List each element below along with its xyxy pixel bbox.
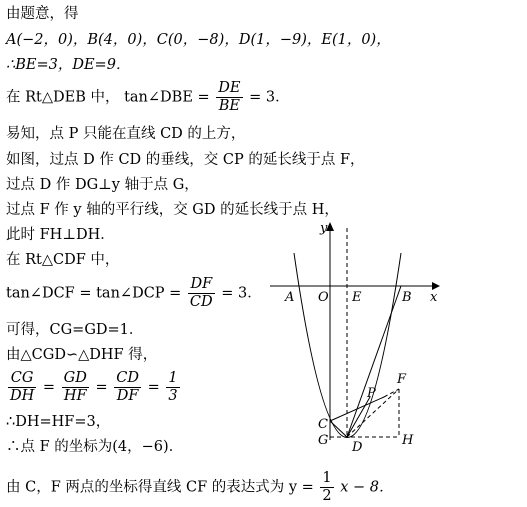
pd-line bbox=[347, 397, 370, 437]
fraction-numerator: DE bbox=[218, 80, 241, 96]
text-line-2: A(−2，0)，B(4，0)，C(0，−8)，D(1，−9)，E(1，0)， bbox=[6, 32, 391, 48]
text-line-9: 此时 FH⊥DH． bbox=[6, 227, 115, 243]
x-axis-arrow bbox=[432, 282, 440, 290]
text-line-1: 由题意，得 bbox=[6, 6, 79, 22]
line-cf-suffix: x − 8． bbox=[340, 479, 394, 496]
point-p-label: P bbox=[367, 386, 376, 401]
text-line-6: 如图，过点 D 作 CD 的垂线，交 CP 的延长线于点 F， bbox=[6, 152, 365, 168]
fraction-de-be bbox=[216, 80, 242, 115]
text-line-11 bbox=[6, 276, 262, 311]
fraction-denominator: DF bbox=[116, 388, 139, 404]
text-line-10: 在 Rt△CDF 中， bbox=[6, 252, 120, 268]
fraction-denominator: BE bbox=[218, 98, 241, 114]
point-b-label: B bbox=[402, 290, 412, 305]
fraction-numerator: GD bbox=[63, 370, 87, 386]
point-h-label: H bbox=[402, 433, 414, 448]
tan-dbe-result: = 3． bbox=[249, 89, 290, 106]
text-line-5: 易知，点 P 只能在直线 CD 的上方， bbox=[6, 126, 246, 142]
text-line-4 bbox=[6, 80, 290, 115]
fraction-one-third bbox=[166, 370, 179, 405]
text-line-16: ∴点 F 的坐标为(4，−6)． bbox=[6, 439, 184, 455]
point-e-label: E bbox=[352, 290, 362, 305]
fraction-denominator: CD bbox=[189, 294, 213, 310]
fraction-numerator: CG bbox=[8, 370, 36, 388]
fraction-denominator: HF bbox=[63, 388, 87, 404]
fraction-one-half bbox=[320, 470, 333, 505]
text-line-8: 过点 F 作 y 轴的平行线，交 GD 的延长线于点 H， bbox=[6, 202, 339, 218]
fraction-cg-dh bbox=[8, 370, 36, 405]
x-axis-label: x bbox=[430, 290, 438, 305]
line-cf-prefix: 由 C，F 两点的坐标得直线 CF 的表达式为 y = bbox=[6, 479, 314, 496]
text-line-12: 可得，CG=GD=1． bbox=[6, 322, 144, 338]
text-line-7: 过点 D 作 DG⊥y 轴于点 G， bbox=[6, 177, 199, 193]
point-d-label: D bbox=[352, 440, 363, 455]
fraction-df-cd bbox=[188, 276, 215, 311]
tan-dcf-prefix: tan∠DCF = tan∠DCP = bbox=[6, 285, 182, 302]
cf-dashed-line bbox=[384, 389, 399, 397]
fraction-cd-df bbox=[114, 370, 141, 405]
bd-line bbox=[347, 286, 401, 437]
fraction-denominator: 2 bbox=[322, 488, 332, 504]
fraction-numerator: 1 bbox=[168, 370, 178, 386]
y-axis-label: y bbox=[320, 221, 328, 236]
fraction-numerator: 1 bbox=[322, 470, 332, 486]
point-f-label: F bbox=[397, 372, 407, 387]
parabola-figure bbox=[265, 215, 527, 455]
text-line-3: ∴BE=3，DE=9． bbox=[6, 57, 131, 73]
point-g-label: G bbox=[318, 433, 329, 448]
point-a-label: A bbox=[285, 290, 295, 305]
text-line-15: ∴DH=HF=3， bbox=[6, 414, 111, 430]
tan-dcf-result: = 3． bbox=[221, 285, 262, 302]
origin-label: O bbox=[318, 290, 329, 305]
fraction-numerator: DF bbox=[188, 276, 215, 294]
cd-line bbox=[330, 421, 347, 437]
text-line-17 bbox=[6, 470, 394, 505]
fraction-numerator: CD bbox=[116, 370, 139, 386]
point-c-label: C bbox=[318, 417, 328, 432]
fraction-denominator: 3 bbox=[168, 388, 178, 404]
text-line-14: $\frac{CG}{DH}$ = $\frac{GD}{HF}$ = $\frac{CD}{DF}$ = $\frac{1}{3}$ bbox=[10, 370, 178, 404]
fraction-gd-hf bbox=[62, 370, 89, 405]
fraction-denominator: DH bbox=[10, 388, 35, 404]
tan-dbe-prefix: 在 Rt△DEB 中， tan∠DBE = bbox=[6, 89, 210, 106]
text-line-13: 由△CGD∽△DHF 得， bbox=[6, 347, 158, 363]
